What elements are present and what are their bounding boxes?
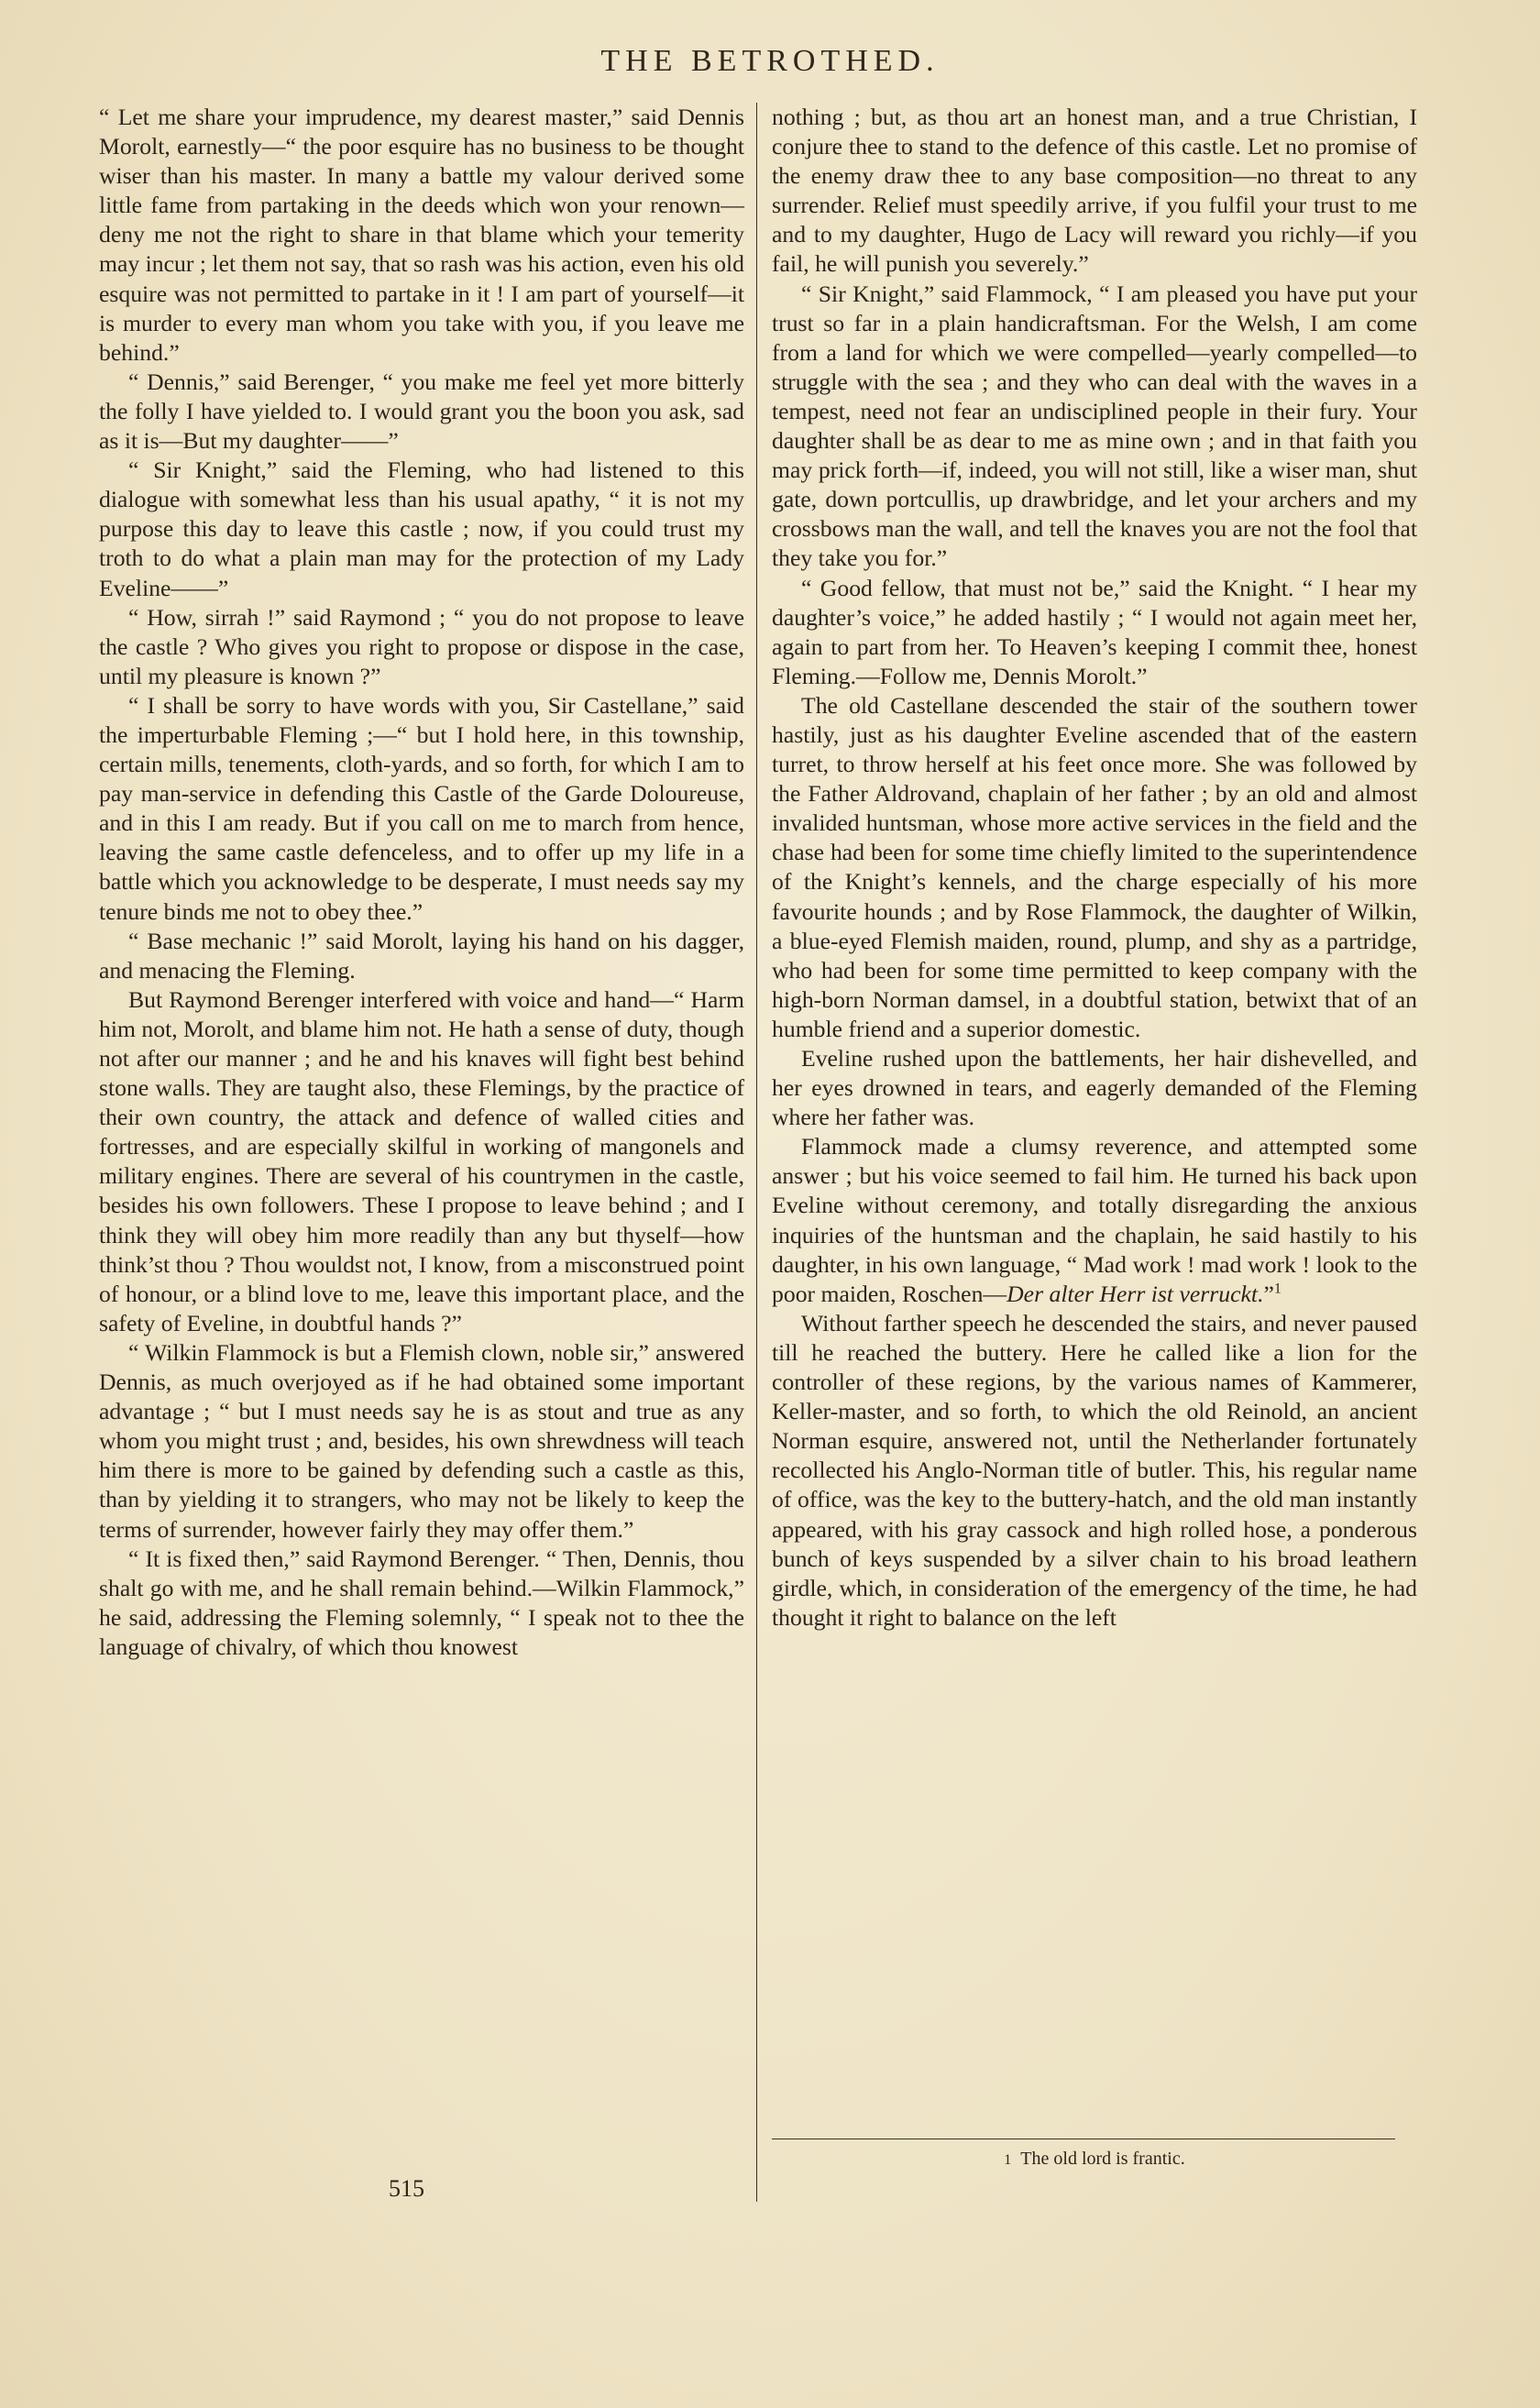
paragraph: “ Sir Knight,” said Flammock, “ I am pleased you have put your trust so far in a plain handicraftsman. For the Welsh, I am come from a land for which we were compelled—yearly compelled—to struggle with the sea ; and they who can deal with the waves in a tempest, need not fear an undisciplined people in their fury. Your daughter shall be as dear to me as mine own ; and in that faith you may prick forth—if, indeed, you will not still, like a wiser man, shut gate, down portcullis, up drawbridge, and let your archers and my crossbows man the wall, and tell the knaves you are not the fool that they take you for.” <box>772 280 1417 572</box>
right-column <box>772 103 1417 1633</box>
paragraph: “ Let me share your imprudence, my dearest master,” said Dennis Morolt, earnestly—“ the poor esquire has no business to be thought wiser than his master. In many a battle my valour derived some little fame from partaking in the deeds which won your renown—deny me not the right to share in that blame which your temerity may incur ; let them not say, that so rash was his action, even his old esquire was not permitted to partake in it ! I am part of yourself—it is murder to every man whom you take with you, if you leave me behind.” <box>99 104 744 366</box>
paragraph-text: Flammock made a clumsy reverence, and attempted some answer ; but his voice seemed to fail him. He turned his back upon Eveline without ceremony, and totally disregarding the anxious inquiries of the huntsman and the chaplain, he said hastily to his daughter, in his own language, “ Mad work ! mad work ! look to the poor maiden, Roschen— <box>772 1133 1417 1307</box>
footnote-reference: 1 <box>1273 1281 1282 1297</box>
footnote-text: The old lord is frantic. <box>1020 2149 1185 2169</box>
paragraph: “ Base mechanic !” said Morolt, laying his hand on his dagger, and menacing the Fleming. <box>99 927 744 984</box>
paragraph: “ It is fixed then,” said Raymond Berenger. “ Then, Dennis, thou shalt go with me, and he shall remain behind.—Wilkin Flammock,” he said, addressing the Fleming solemnly, “ I speak not to thee the language of chivalry, of which thou knowest <box>99 1545 744 1660</box>
running-head: THE BETROTHED. <box>600 44 940 78</box>
paragraph: nothing ; but, as thou art an honest man, and a true Christian, I conjure thee to stand to the defence of this castle. Let no promise of the enemy draw thee to any base composition—no threat to any surrender. Relief must speedily arrive, if you fulfil your trust to me and to my daughter, Hugo de Lacy will reward you richly—if you fail, he will punish you severely.” <box>772 104 1417 278</box>
paragraph: “ Good fellow, that must not be,” said the Knight. “ I hear my daughter’s voice,” he added hastily ; “ I would not again meet her, again to part from her. To Heaven’s keeping I commit thee, honest Fleming.—Follow me, Dennis Morolt.” <box>772 574 1417 689</box>
footnote-number: 1 <box>1004 2152 1012 2168</box>
paragraph: Eveline rushed upon the battlements, her hair dishevelled, and her eyes drowned in tears, and eagerly demanded of the Fleming where her father was. <box>772 1045 1417 1131</box>
paragraph: Without farther speech he descended the stairs, and never paused till he reached the buttery. Here he called like a lion for the controller of these regions, by the various names of Kammerer, Keller-master, and so forth, to which the old Reinold, an ancient Norman esquire, answered not, until the Netherlander fortunately recollected his Anglo-Norman title of butler. This, his regular name of office, was the key to the buttery-hatch, and the old man instantly appeared, with his gray cassock and high rolled hose, a ponderous bunch of keys suspended by a silver chain to his broad leathern girdle, which, in consideration of the emergency of the time, he had thought it right to balance on the left <box>772 1309 1417 1631</box>
paragraph: The old Castellane descended the stair of the southern tower hastily, just as his daughter Eveline ascended that of the eastern turret, to throw herself at his feet once more. She was followed by the Father Aldrovand, chaplain of her father ; by an old and almost invalided huntsman, whose more active services in the field and the chase had been for some time chiefly limited to the superintendence of the Knight’s kennels, and the charge especially of his more favourite hounds ; and by Rose Flammock, the daughter of Wilkin, a blue-eyed Flemish maiden, round, plump, and shy as a partridge, who had been for some time permitted to keep company with the high-born Norman damsel, in a doubtful station, betwixt that of an humble friend and a superior domestic. <box>772 691 1417 1042</box>
footnote <box>772 2149 1417 2170</box>
paragraph: “ I shall be sorry to have words with you, Sir Castellane,” said the imperturbable Fleming ;—“ but I hold here, in this township, certain mills, tenements, cloth-yards, and so forth, for which I am to pay man-service in defending this Castle of the Garde Doloureuse, and in this I am ready. But if you call on me to march from hence, leaving the same castle defenceless, and to offer up my life in a battle which you acknowledge to be desperate, I must needs say my tenure binds me not to obey thee.” <box>99 691 744 925</box>
closing-quote: ” <box>1263 1280 1274 1307</box>
paragraph: “ Sir Knight,” said the Fleming, who had listened to this dialogue with somewhat less than his usual apathy, “ it is not my purpose this day to leave this castle ; now, if you could trust my troth to do what a plain man may for the protection of my Lady Eveline——” <box>99 456 744 601</box>
german-quote: Der alter Herr ist verruckt. <box>1006 1280 1264 1307</box>
paragraph: “ Dennis,” said Berenger, “ you make me feel yet more bitterly the folly I have yielded to. I would grant you the boon you ask, sad as it is—But my daughter——” <box>99 368 744 455</box>
paragraph: “ How, sirrah !” said Raymond ; “ you do not propose to leave the castle ? Who gives you right to propose or dispose in the case, until my pleasure is known ?” <box>99 603 744 689</box>
paragraph <box>772 1132 1417 1309</box>
paragraph: But Raymond Berenger interfered with voice and hand—“ Harm him not, Morolt, and blame him not. He hath a sense of duty, though not after our manner ; and he and his knaves will fight best behind stone walls. They are taught also, these Flemings, by the practice of their own country, the attack and defence of walled cities and fortresses, and are especially skilful in working of mangonels and military engines. There are several of his countrymen in the castle, besides his own followers. These I propose to leave behind ; and I think they will obey him more readily than any but thyself—how think’st thou ? Thou wouldst not, I know, from a misconstrued point of honour, or a blind love to me, leave this important place, and the safety of Eveline, in doubtful hands ?” <box>99 985 744 1336</box>
paragraph: “ Wilkin Flammock is but a Flemish clown, noble sir,” answered Dennis, as much overjoyed as if he had obtained some important advantage ; “ but I must needs say he is as stout and true as any whom you might trust ; and, besides, his own shrewdness will teach him there is more to be gained by defending such a castle as this, than by yielding it to strangers, who may not be likely to keep the terms of surrender, however fairly they may offer them.” <box>99 1338 744 1543</box>
left-column <box>99 103 744 1662</box>
column-divider <box>756 103 757 2202</box>
page-number: 515 <box>389 2175 424 2202</box>
